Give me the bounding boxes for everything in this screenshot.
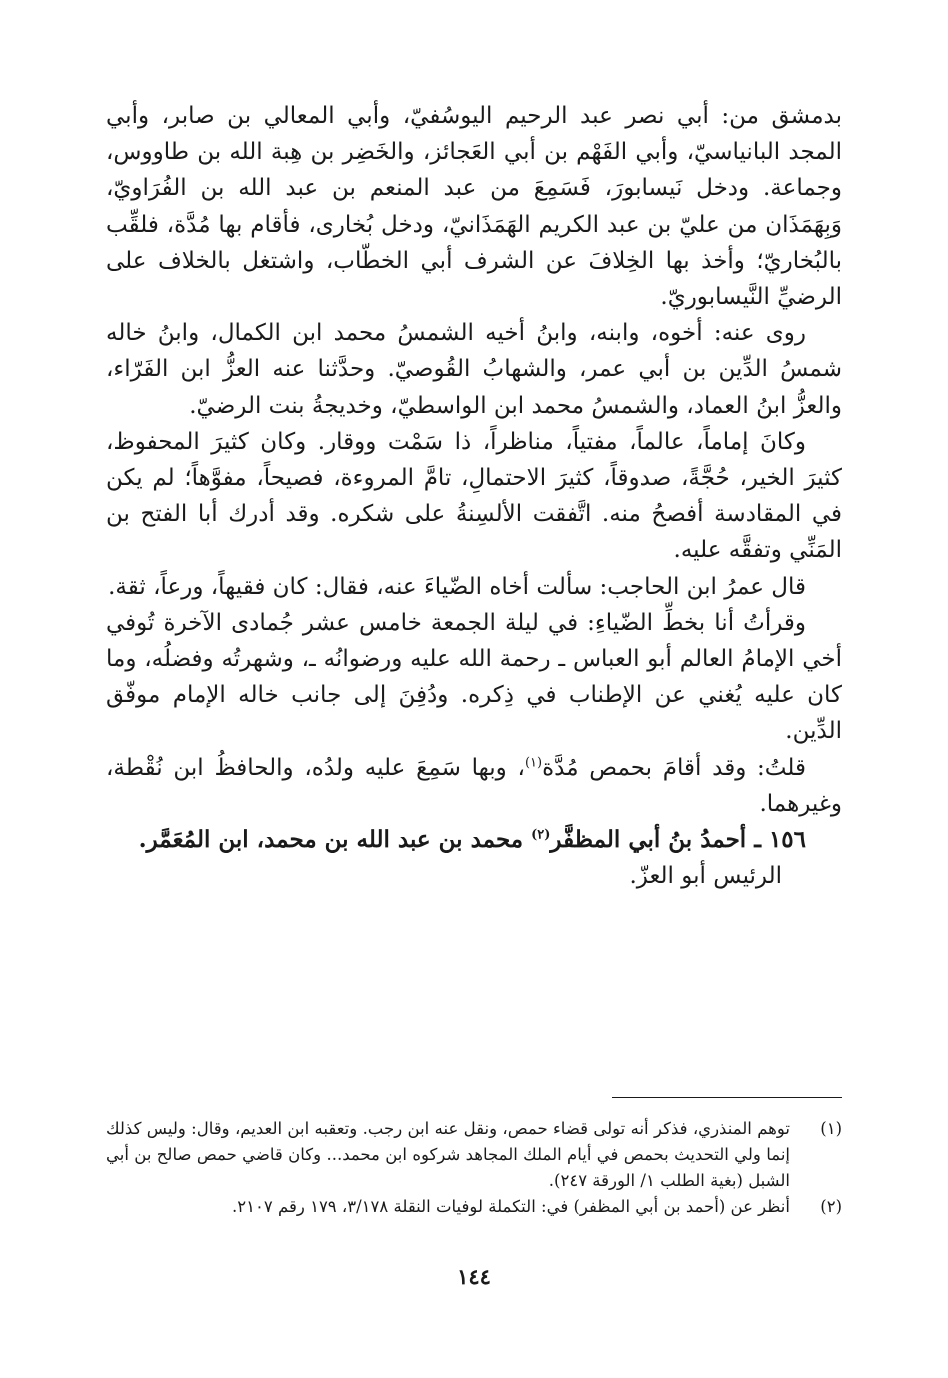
entry-heading-name: ١٥٦ ـ أحمدُ بنُ أبي المظفَّر [550,826,806,854]
footnote-1-number: (١) [820,1119,842,1138]
footnote-ref-2: (٢) [531,827,551,843]
page-number: ١٤٤ [457,1264,491,1289]
paragraph-3: وكانَ إماماً، عالماً، مفتياً، مناظراً، ذا سَمْت ووقار. وكان كثيرَ المحفوظ، كثيرَ الخير، حُجَّةً، صدوقاً، كثيرَ الاحتمالِ، تامَّ المروءة، فصيحاً، مفوَّهاً؛ لم يكن في المقادسة أفصحُ منه. اتَّفقت الألسِنةُ على شكره. وقد أدرك أبا الفتح بن المَنِّي وتفقَّه عليه. [106,428,842,564]
biography-entry-heading [106,822,842,858]
footnote-ref-1: (١) [524,755,543,770]
footnote-2 [106,1194,842,1220]
footnote-1-text: توهم المنذري، فذكر أنه تولى قضاء حمص، ونقل عنه ابن رجب. وتعقبه ابن العديم، وقال: وليس كذلك إنما ولي التحديث بحمص في أيام الملك المجاهد شركوه ابن محمد... وكان قاضي حمص صالح بن أبي الشبل (بغية الطلب ١/ الورقة ٢٤٧). [106,1119,790,1190]
paragraph-6-text-a: قلتُ: وقد أقامَ بحمص مُدَّة [542,754,806,781]
paragraph-5: وقرأتُ أنا بخطِّ الضّياءِ: في ليلة الجمعة خامس عشر جُمادى الآخرة تُوفي أخي الإمامُ العالم أبو العباس ـ رحمة الله عليه ورضوانُه ـ، وشهرتُه وفضلُه، وما كان عليه يُغني عن الإطناب في ذِكره. ودُفِنَ إلى جانب خاله الإمام موفّق الدِّين. [106,609,842,745]
main-text-block [106,98,842,894]
entry-heading-rest: محمد بن عبد الله بن محمد، ابن المُعَمَّر. [138,826,532,854]
footnote-separator [612,1097,842,1098]
paragraph-6-text-b: ، وبها سَمِعَ عليه ولدُه، والحافظُ ابن نُقْطة، وغيرهما. [106,754,842,817]
footnotes-block [106,1116,842,1220]
paragraph-4: قال عمرُ ابن الحاجب: سألت أخاه الضّياءَ عنه، فقال: كان فقيهاً، ورعاً، ثقة. [108,573,806,600]
footnote-2-number: (٢) [820,1197,842,1216]
footnote-1 [106,1116,842,1194]
entry-subtitle: الرئيس أبو العزّ. [629,863,782,890]
paragraph-6 [106,750,842,822]
paragraph-2: روى عنه: أخوه، وابنه، وابنُ أخيه الشمسُ محمد ابن الكمال، وابنُ خاله شمسُ الدِّين بن أبي عمر، والشهابُ القُوصيّ. وحدَّثنا عنه العزُّ ابن الفَرّاء، والعزُّ ابنُ العماد، والشمسُ محمد ابن الواسطيّ، وخديجةُ بنت الرضيّ. [106,320,842,419]
footnote-2-text: أنظر عن (أحمد بن أبي المظفر) في: التكملة لوفيات النقلة ٣/١٧٨، ١٧٩ رقم ٢١٠٧. [232,1197,790,1216]
paragraph-1: بدمشق من: أبي نصر عبد الرحيم اليوسُفيّ، وأبي المعالي بن صابر، وأبي المجد البانياسيّ، وأبي الفَهْم بن أبي العَجائز، والخَضِر بن هِبة الله بن طاووس، وجماعة. ودخل نَيسابورَ، فَسَمِعَ من عبد المنعم بن عبد الله بن الفُرَاويّ، وَبِهَمَذَان من عليّ بن عبد الكريم الهَمَذَانيّ، ودخل بُخارى، فأقام بها مُدَّة، فلقِّب بالبُخاريّ؛ وأخذ بها الخِلافَ عن الشرف أبي الخطّاب، واشتغل بالخلاف على الرضيِّ النَّيسابوريّ. [106,103,842,311]
